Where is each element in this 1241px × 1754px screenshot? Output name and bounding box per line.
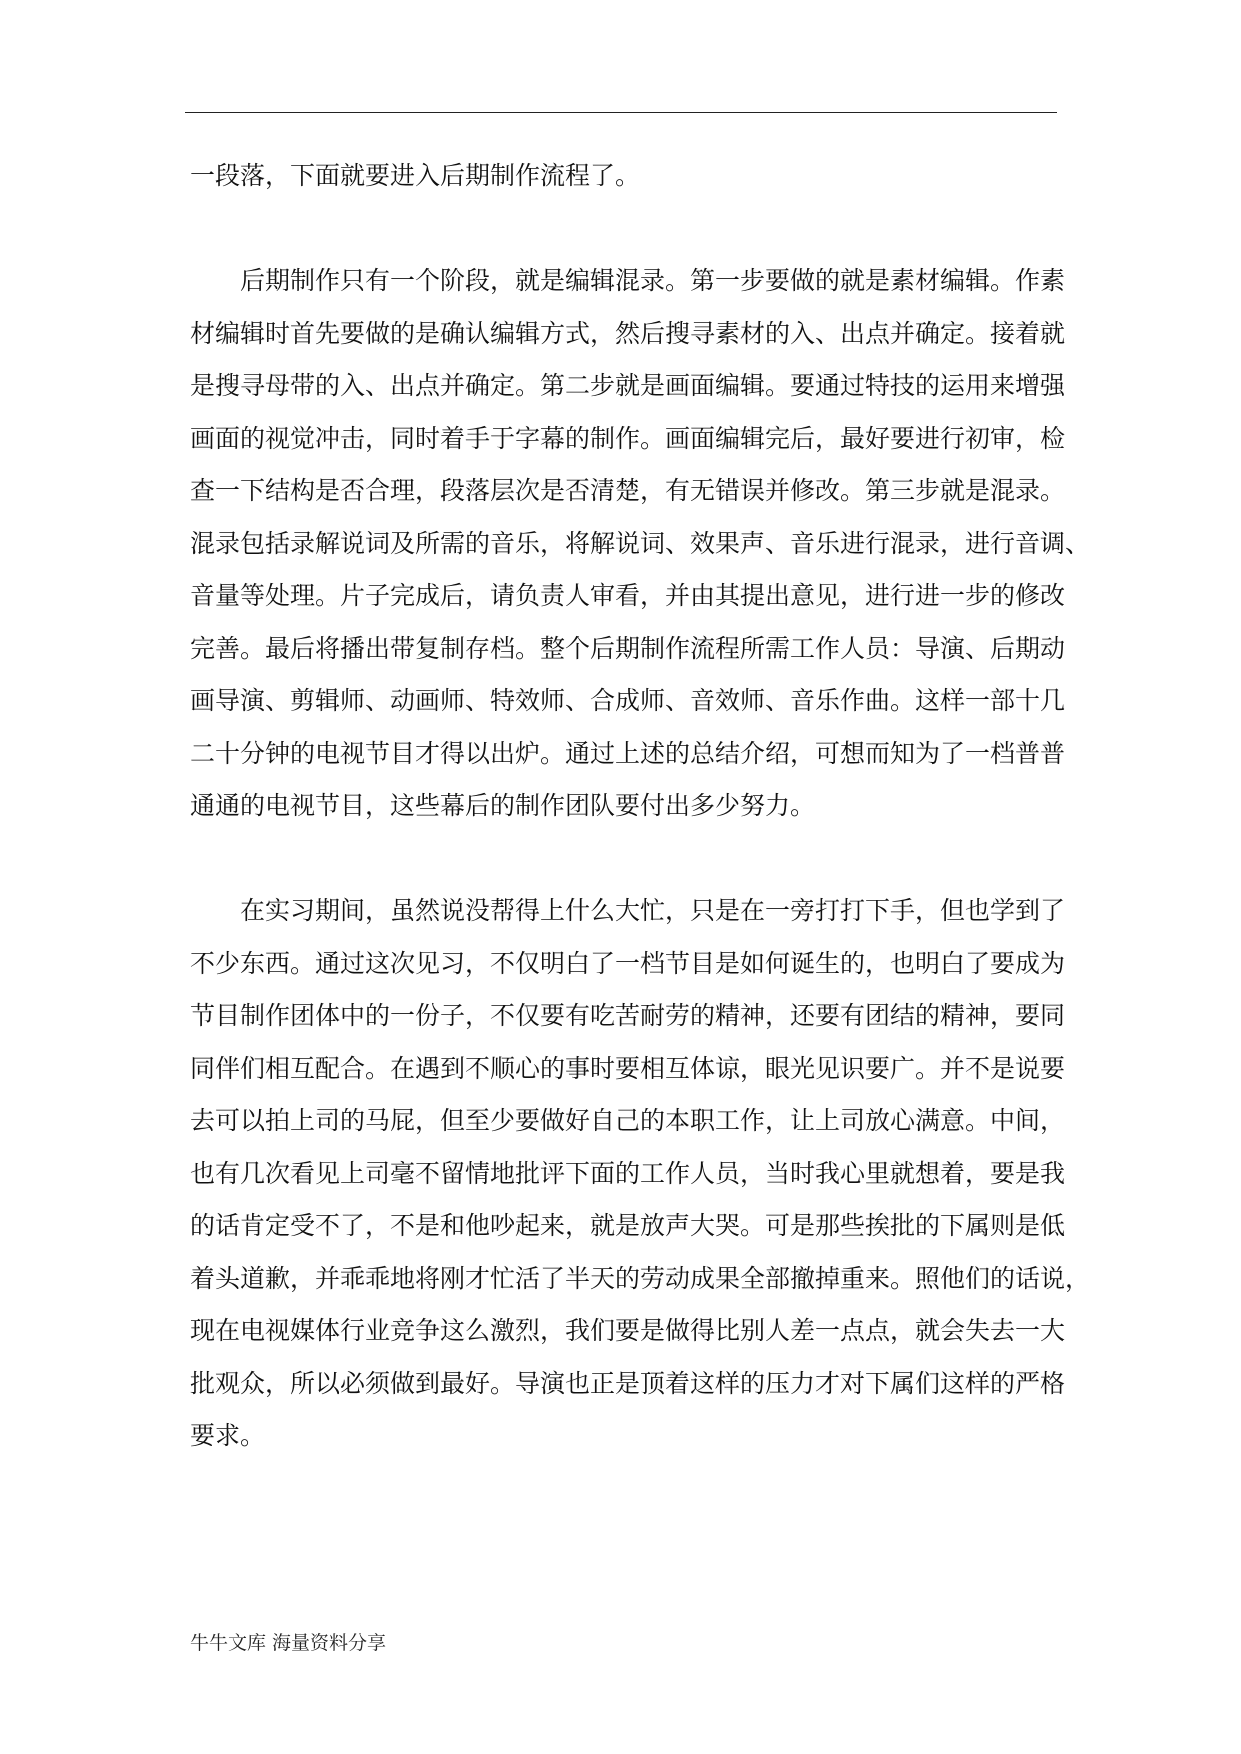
text-line: 混录包括录解说词及所需的音乐，将解说词、效果声、音乐进行混录，进行音调、 xyxy=(190,528,1091,558)
text-line: 后期制作只有一个阶段，就是编辑混录。第一步要做的就是素材编辑。作素 xyxy=(240,266,1066,295)
paragraph-gap xyxy=(190,841,1070,894)
paragraph-2 xyxy=(190,263,1091,841)
text-line: 现在电视媒体行业竞争这么激烈，我们要是做得比别人差一点点，就会失去一大 xyxy=(190,1316,1066,1345)
text-line: 不少东西。通过这次见习，不仅明白了一档节目是如何诞生的，也明白了要成为 xyxy=(190,948,1066,978)
text-line: 在实习期间，虽然说没帮得上什么大忙，只是在一旁打打下手，但也学到了 xyxy=(240,896,1066,925)
document-body xyxy=(190,158,1091,1471)
paragraph-3 xyxy=(190,893,1091,1471)
text-line: 也有几次看见上司毫不留情地批评下面的工作人员，当时我心里就想着，要是我 xyxy=(190,1158,1066,1188)
header-rule xyxy=(185,112,1057,113)
text-line: 一段落，下面就要进入后期制作流程了。 xyxy=(190,161,641,190)
text-line: 通通的电视节目，这些幕后的制作团队要付出多少努力。 xyxy=(190,791,816,820)
text-line: 画面的视觉冲击，同时着手于字幕的制作。画面编辑完后，最好要进行初审，检 xyxy=(190,423,1066,453)
paragraph-1 xyxy=(190,158,1070,211)
text-line: 批观众，所以必须做到最好。导演也正是顶着这样的压力才对下属们这样的严格 xyxy=(190,1368,1066,1398)
text-line: 着头道歉，并乖乖地将刚才忙活了半天的劳动成果全部撤掉重来。照他们的话说， xyxy=(190,1263,1091,1293)
text-line: 节目制作团体中的一份子，不仅要有吃苦耐劳的精神，还要有团结的精神，要同 xyxy=(190,1001,1066,1030)
text-line: 二十分钟的电视节目才得以出炉。通过上述的总结介绍，可想而知为了一档普普 xyxy=(190,738,1066,768)
text-line: 音量等处理。片子完成后，请负责人审看，并由其提出意见，进行进一步的修改 xyxy=(190,581,1066,610)
text-line: 同伴们相互配合。在遇到不顺心的事时要相互体谅，眼光见识要广。并不是说要 xyxy=(190,1053,1066,1083)
text-line: 材编辑时首先要做的是确认编辑方式，然后搜寻素材的入、出点并确定。接着就 xyxy=(190,318,1066,348)
text-line: 要求。 xyxy=(190,1421,266,1450)
text-line: 的话肯定受不了，不是和他吵起来，就是放声大哭。可是那些挨批的下属则是低 xyxy=(190,1211,1066,1240)
text-line: 完善。最后将播出带复制存档。整个后期制作流程所需工作人员：导演、后期动 xyxy=(190,633,1066,663)
text-line: 去可以拍上司的马屁，但至少要做好自己的本职工作，让上司放心满意。中间， xyxy=(190,1106,1066,1135)
footer-text: 牛牛文库 海量资料分享 xyxy=(190,1632,387,1654)
text-line: 是搜寻母带的入、出点并确定。第二步就是画面编辑。要通过特技的运用来增强 xyxy=(190,371,1066,400)
text-line: 画导演、剪辑师、动画师、特效师、合成师、音效师、音乐作曲。这样一部十几 xyxy=(190,686,1066,715)
text-line: 查一下结构是否合理，段落层次是否清楚，有无错误并修改。第三步就是混录。 xyxy=(190,476,1066,505)
paragraph-gap xyxy=(190,211,1070,264)
